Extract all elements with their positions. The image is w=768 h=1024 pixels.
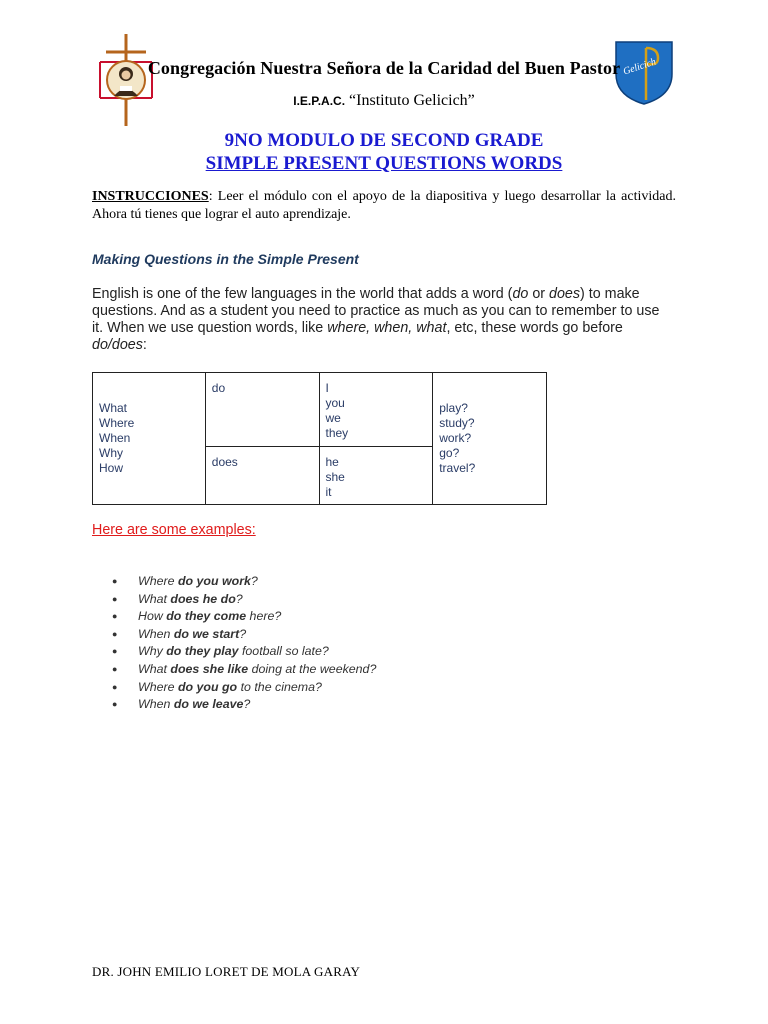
module-subtitle: SIMPLE PRESENT QUESTIONS WORDS bbox=[205, 153, 563, 174]
intro-paragraph: English is one of the few languages in the world that adds a word (do or does) to make questions. And as a student you need to practice as much as you can to remember to use it. When we use question words, like where, when, what, etc, these words go before do/does: bbox=[92, 286, 660, 353]
table-cell-text: you bbox=[325, 396, 345, 410]
table-cell-text: does bbox=[211, 455, 238, 470]
instructions-label: INSTRUCCIONES bbox=[92, 189, 209, 204]
table-cell-text: we bbox=[325, 411, 341, 425]
examples-list bbox=[112, 573, 376, 714]
table-cell-text: work? bbox=[439, 431, 472, 445]
aux-do-cell bbox=[205, 373, 319, 447]
table-cell-text: go? bbox=[439, 446, 460, 460]
list-item: ● Why do they play football so late? bbox=[112, 644, 329, 659]
footer-author: DR. JOHN EMILIO LORET DE MOLA GARAY bbox=[92, 964, 361, 979]
list-item: ● Where do you go to the cinema? bbox=[112, 679, 322, 694]
list-item: ● How do they come here? bbox=[112, 609, 282, 624]
question-words-cell bbox=[93, 373, 206, 505]
list-item: ● Where do you work? bbox=[112, 574, 258, 588]
institute-name: “Instituto Gelicich” bbox=[349, 92, 475, 109]
institute-line bbox=[0, 92, 768, 110]
pronouns-does-cell bbox=[319, 447, 433, 505]
section-subheading: Making Questions in the Simple Present bbox=[92, 251, 359, 267]
table-cell-text: I bbox=[325, 381, 329, 395]
table-cell-text: Why bbox=[99, 446, 123, 460]
table-cell-text: it bbox=[325, 485, 332, 500]
table-cell-text: How bbox=[99, 461, 124, 475]
list-item: ● When do we start? bbox=[112, 626, 247, 641]
list-item: ● What does he do? bbox=[112, 591, 243, 606]
instructions-paragraph bbox=[92, 188, 676, 224]
instructions-text: : Leer el módulo con el apoyo de la diapositiva y luego desarrollar la actividad. Ahora tú tienes que lograr el auto aprendizaje. bbox=[92, 189, 676, 222]
table-cell-text: What bbox=[99, 401, 128, 415]
list-item: ● What does she like doing at the weekend? bbox=[112, 661, 377, 676]
table-cell-text: they bbox=[325, 426, 349, 440]
table-cell-text: play? bbox=[439, 401, 468, 415]
pronouns-do-cell bbox=[319, 373, 433, 447]
table-cell-text: he bbox=[325, 455, 339, 470]
institute-abbr: I.E.P.A.C. bbox=[293, 94, 346, 108]
school-name: Congregación Nuestra Señora de la Caridad del Buen Pastor bbox=[147, 58, 621, 78]
table-cell-text: study? bbox=[439, 416, 475, 430]
module-title: 9NO MODULO DE SECOND GRADE bbox=[224, 130, 544, 151]
shield-text: Gelicich bbox=[621, 56, 658, 78]
table-cell-text: travel? bbox=[439, 461, 476, 475]
table-cell-text: When bbox=[99, 431, 131, 445]
table-cell-text: do bbox=[211, 381, 226, 395]
examples-heading: Here are some examples: bbox=[92, 522, 256, 538]
table-cell-text: she bbox=[325, 470, 345, 485]
congregation-logo bbox=[96, 34, 156, 126]
list-item: ● When do we leave? bbox=[112, 697, 251, 712]
aux-does-cell bbox=[205, 447, 319, 505]
question-structure-table bbox=[92, 372, 547, 505]
verbs-cell bbox=[433, 373, 547, 505]
table-cell-text: Where bbox=[99, 416, 135, 430]
